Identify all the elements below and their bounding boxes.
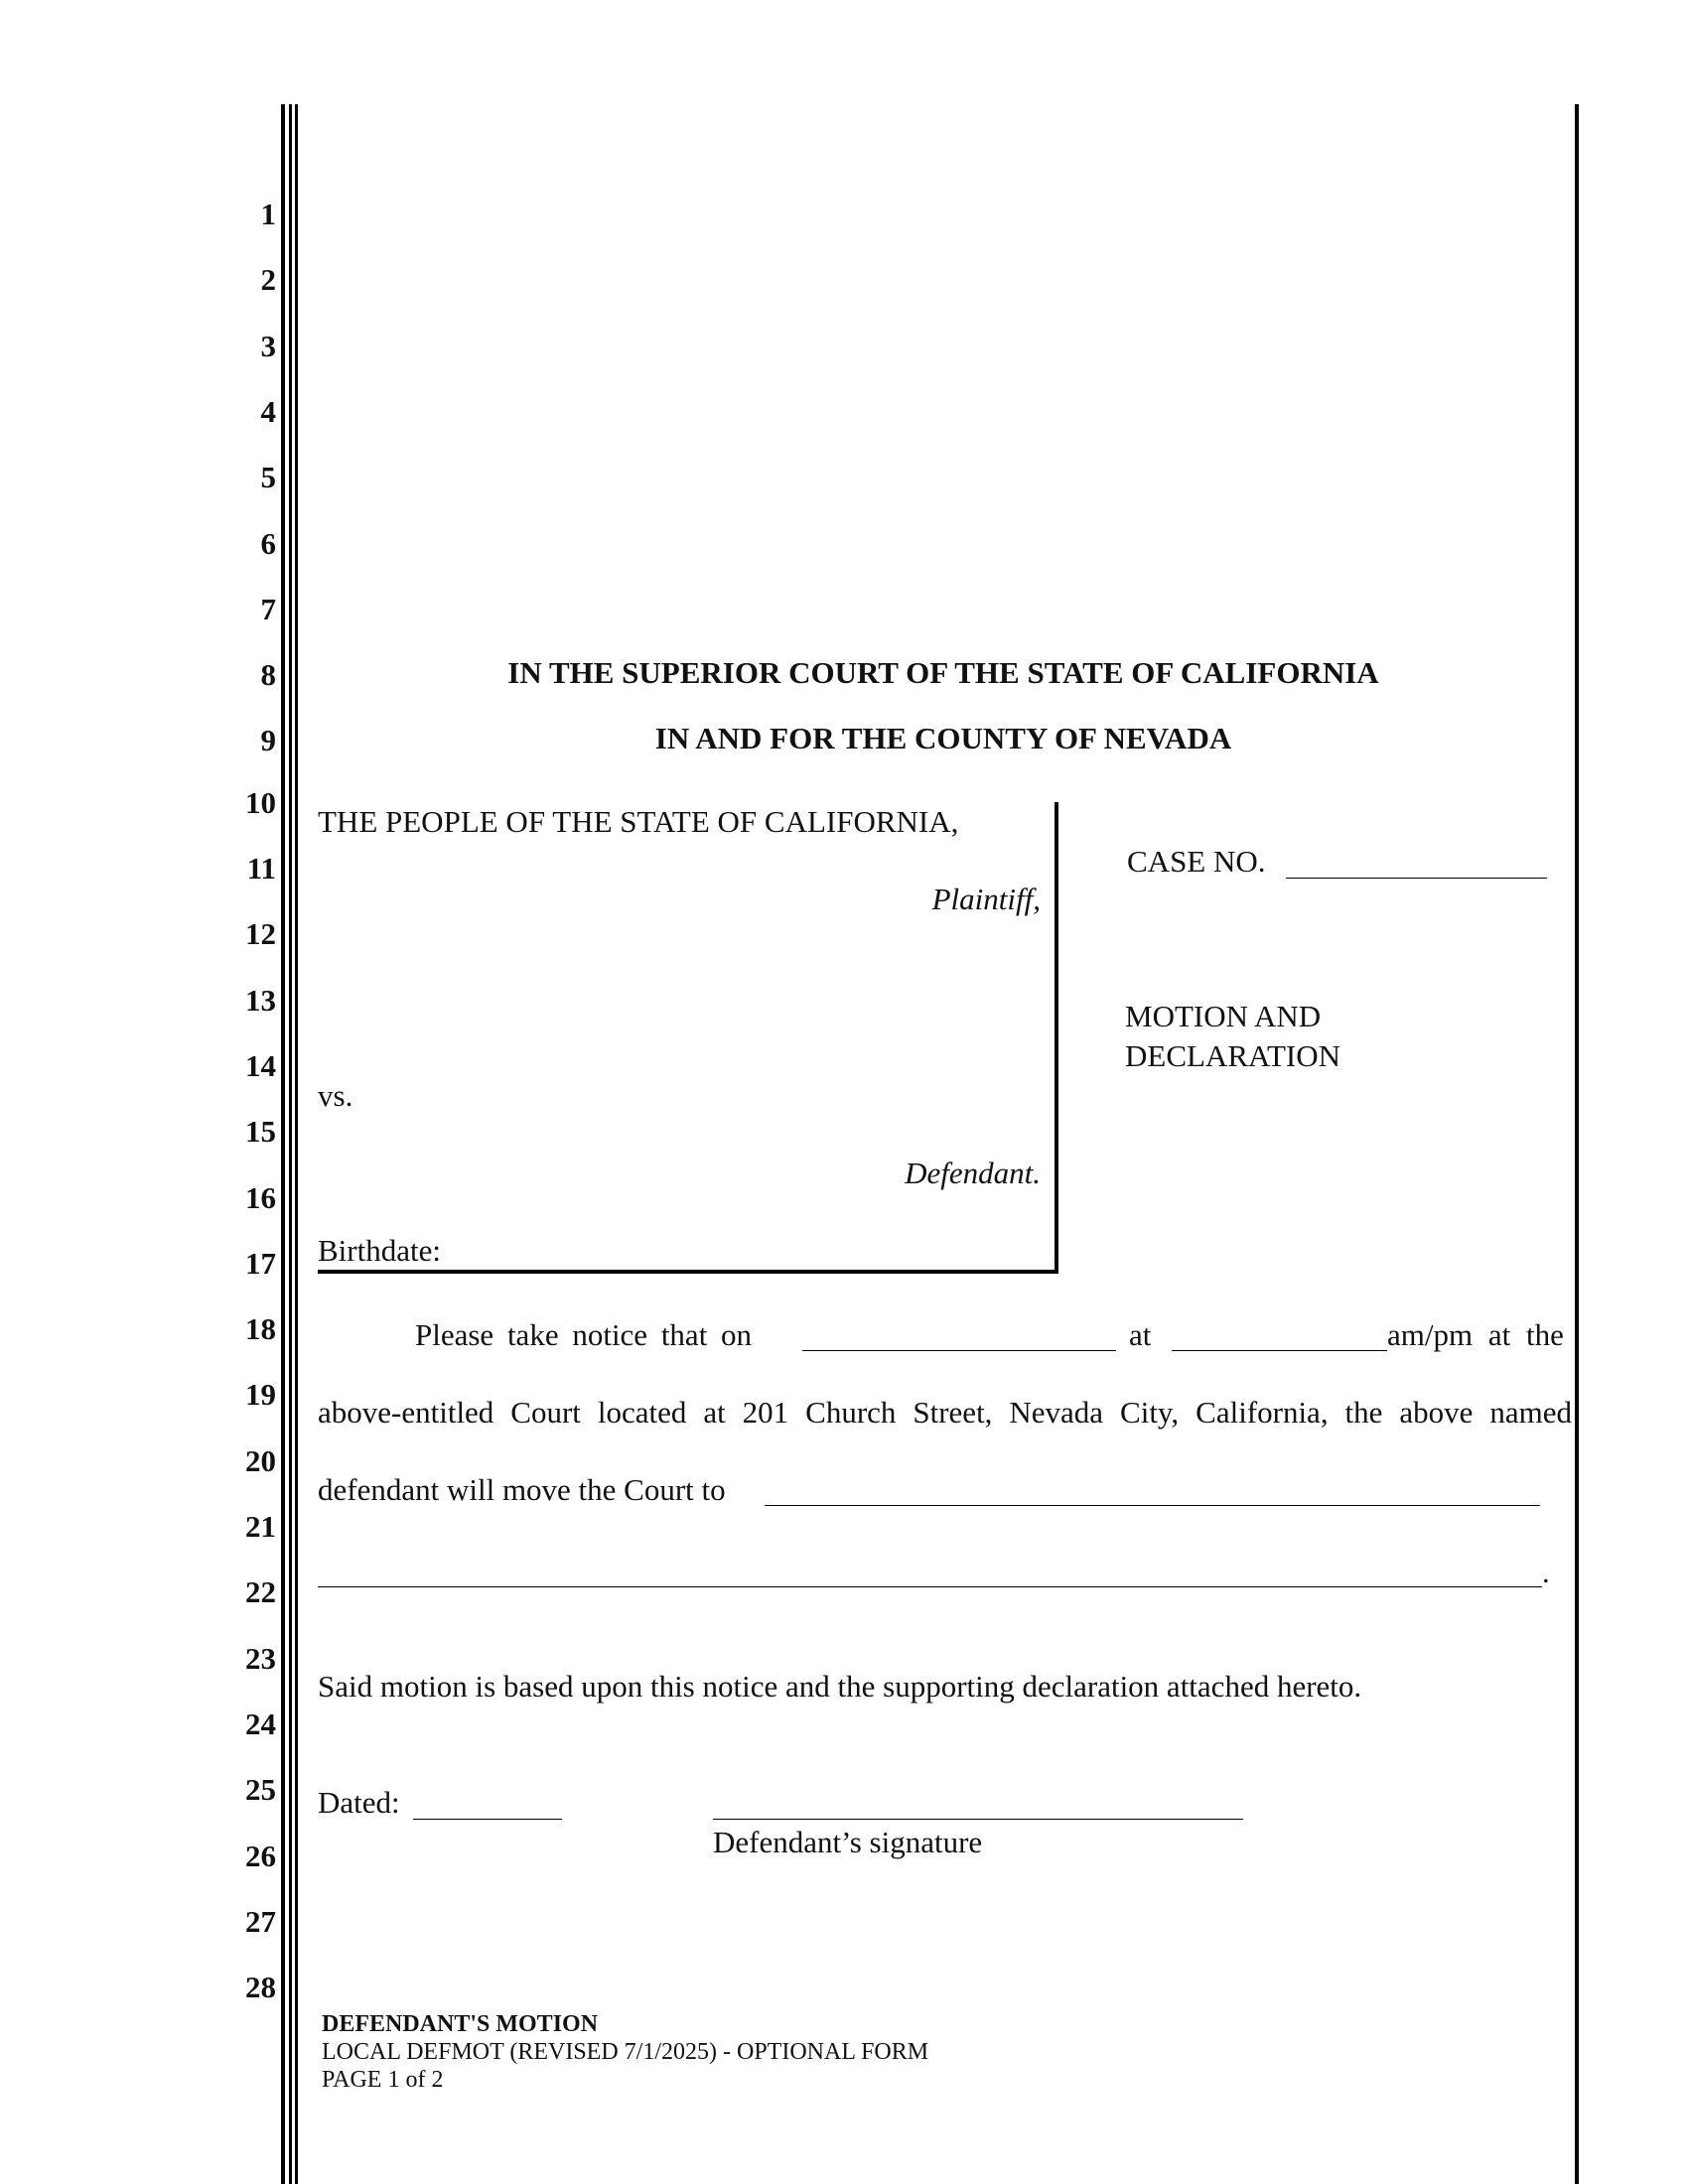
motion-request-period: .: [1542, 1555, 1550, 1589]
line-number: 22: [245, 1574, 276, 1610]
line-number: 1: [260, 197, 276, 231]
caption-box-right-border: [1055, 802, 1058, 1274]
line-number: 19: [245, 1377, 276, 1413]
line-number: 5: [260, 460, 276, 495]
motion-request-field-2[interactable]: [318, 1586, 1542, 1587]
hearing-date-field[interactable]: [802, 1350, 1116, 1351]
document-title-line-2: DECLARATION: [1125, 1038, 1340, 1073]
left-margin-rule-inner: [295, 104, 298, 2184]
footer-page-number: PAGE 1 of 2: [322, 2067, 444, 2093]
notice-at: at: [1129, 1317, 1152, 1352]
dated-field[interactable]: [413, 1819, 562, 1820]
hearing-time-field[interactable]: [1172, 1350, 1387, 1351]
caption-box-bottom-border: [318, 1270, 1058, 1274]
line-number: 21: [245, 1509, 276, 1544]
notice-move-prefix: defendant will move the Court to: [318, 1472, 726, 1507]
line-number: 25: [245, 1772, 276, 1808]
signature-label: Defendant’s signature: [713, 1825, 983, 1859]
line-number: 26: [245, 1838, 276, 1873]
motion-basis-statement: Said motion is based upon this notice and the supporting declaration attached hereto.: [318, 1669, 1362, 1704]
footer-form-id: LOCAL DEFMOT (REVISED 7/1/2025) - OPTIONAL FORM: [322, 2039, 929, 2065]
case-no-field[interactable]: [1286, 878, 1547, 879]
line-number: 10: [245, 784, 276, 820]
line-number: 9: [260, 723, 276, 758]
line-number: 8: [260, 657, 276, 693]
line-number: 18: [245, 1311, 276, 1347]
line-number: 17: [245, 1245, 276, 1281]
left-margin-rule-outer: [281, 104, 285, 2184]
signature-field[interactable]: [713, 1819, 1243, 1820]
line-number: 16: [245, 1179, 276, 1215]
line-number: 11: [246, 851, 276, 886]
plaintiff-label: Plaintiff,: [931, 882, 1041, 916]
line-number: 4: [260, 393, 276, 429]
line-number: 3: [260, 328, 276, 363]
line-number: 7: [260, 591, 276, 626]
notice-intro: Please take notice that on: [415, 1317, 753, 1352]
notice-ampm: am/pm at the: [1387, 1317, 1564, 1352]
court-heading-line-2: IN AND FOR THE COUNTY OF NEVADA: [654, 721, 1232, 755]
versus-label: vs.: [318, 1078, 353, 1113]
notice-court-address: above-entitled Court located at 201 Church Street, Nevada City, California, the above named: [318, 1395, 1572, 1430]
motion-request-field-1[interactable]: [765, 1505, 1540, 1506]
line-number: 20: [245, 1442, 276, 1478]
line-number: 14: [245, 1047, 276, 1083]
footer-title: DEFENDANT'S MOTION: [322, 2011, 599, 2037]
line-number: 24: [245, 1706, 276, 1741]
caption-people: THE PEOPLE OF THE STATE OF CALIFORNIA,: [318, 804, 959, 839]
line-number: 2: [260, 262, 276, 298]
line-number: 15: [245, 1114, 276, 1150]
left-margin-rule-middle: [289, 104, 292, 2184]
dated-label: Dated:: [318, 1785, 400, 1820]
line-number: 6: [260, 525, 276, 561]
right-margin-rule: [1575, 104, 1579, 2184]
court-heading-line-1: IN THE SUPERIOR COURT OF THE STATE OF CALIFORNIA: [507, 655, 1379, 690]
birthdate-label: Birthdate:: [318, 1233, 441, 1268]
case-no-label: CASE NO.: [1127, 844, 1266, 879]
line-number: 23: [245, 1640, 276, 1676]
document-title-line-1: MOTION AND: [1125, 999, 1322, 1033]
line-number: 27: [245, 1903, 276, 1939]
defendant-label: Defendant.: [905, 1156, 1041, 1190]
line-number: 13: [245, 982, 276, 1018]
line-number: 12: [245, 916, 276, 952]
line-number: 28: [245, 1970, 276, 2005]
